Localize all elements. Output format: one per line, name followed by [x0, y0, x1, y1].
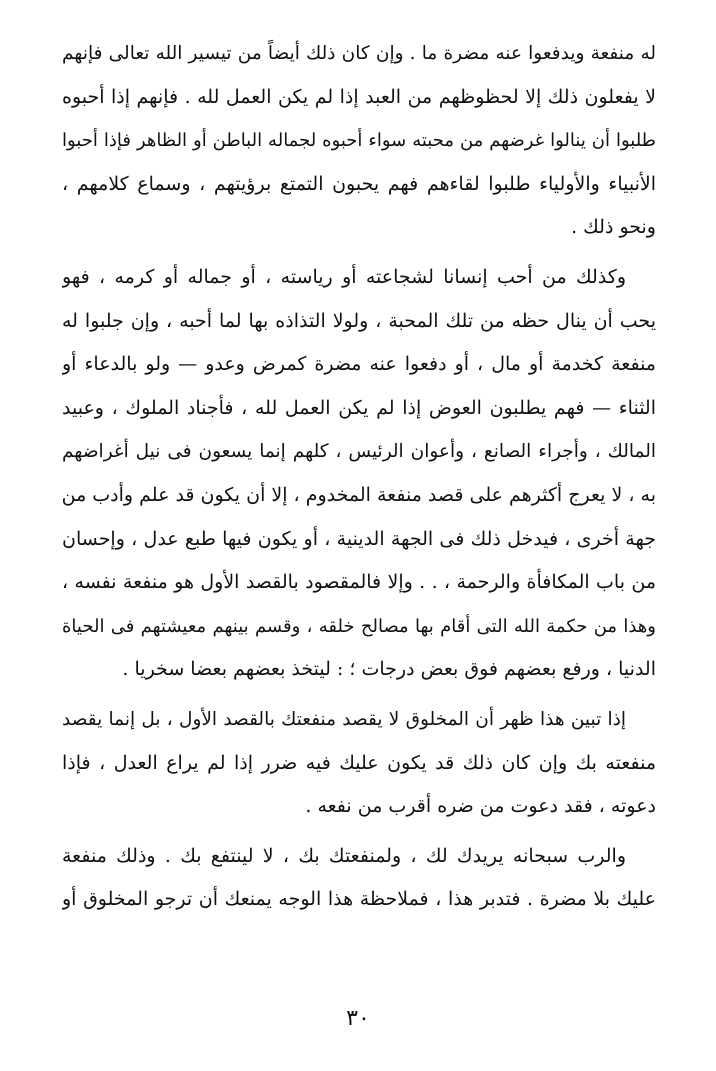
text-line: طلبوا أن ينالوا غرضهم من محبته سواء أحبوه لجماله الباطن أو الظاهر فإذا أحبوا — [62, 130, 656, 152]
paragraph — [62, 32, 656, 250]
text-line: من باب المكافأة والرحمة ، . . وإلا فالمقصود بالقصد الأول هو منفعة نفسه ، — [62, 571, 656, 594]
page-number: ٣٠ — [346, 1006, 370, 1031]
text-line: ونحو ذلك . — [571, 216, 656, 239]
text-line: المالك ، وأجراء الصانع ، وأعوان الرئيس ، كلهم إنما يسعون فى نيل أغراضهم — [62, 441, 656, 463]
text-line: منفعته بك وإن كان ذلك قد يكون عليك فيه ضرر إذا لم يراع العدل ، فإذا — [62, 751, 656, 774]
text-line: له منفعة ويدفعوا عنه مضرة ما . وإن كان ذلك أيضاً من تيسير الله تعالى فإنهم — [62, 43, 656, 64]
text-line: الأنبياء والأولياء طلبوا لقاءهم فهم يحبون التمتع برؤيتهم ، وسماع كلامهم ، — [62, 172, 656, 195]
text-line: جهة أخرى ، فيدخل ذلك فى الجهة الدينية ، أو يكون فيها طبع عدل ، وإحسان — [62, 527, 656, 550]
text-line: لا يفعلون ذلك إلا لحظوظهم من العبد إذا لم يكن العمل لله . فإنهم إذا أحبوه — [62, 85, 656, 108]
paragraph — [62, 698, 656, 829]
text-line: منفعة كخدمة أو مال ، أو دفعوا عنه مضرة كمرض وعدو — ولو بالدعاء أو — [62, 353, 656, 376]
text-line: إذا تبين هذا ظهر أن المخلوق لا يقصد منفعتك بالقصد الأول ، بل إنما يقصد — [62, 708, 626, 730]
text-line: به ، لا يعرج أكثرهم على قصد منفعة المخدوم ، إلا أن يكون قد علم وأدب من — [62, 483, 656, 506]
text-line: والرب سبحانه يريدك لك ، ولمنفعتك بك ، لا لينتفع بك . وذلك منفعة — [62, 844, 626, 867]
text-line: عليك بلا مضرة . فتدبر هذا ، فملاحظة هذا الوجه يمنعك أن ترجو المخلوق أو — [62, 888, 656, 911]
text-line: وكذلك من أحب إنسانا لشجاعته أو رياسته ، أو جماله أو كرمه ، فهو — [62, 265, 626, 288]
text-line: وهذا من حكمة الله التى أقام بها مصالح خلقه ، وقسم بينهم معيشتهم فى الحياة — [62, 615, 656, 637]
text-line: يحب أن ينال حظه من تلك المحبة ، ولولا التذاذه بها لما أحبه ، وإن جلبوا له — [62, 309, 656, 332]
text-line: دعوته ، فقد دعوت من ضره أقرب من نفعه . — [305, 795, 656, 818]
paragraph — [62, 835, 656, 922]
paragraph — [62, 256, 656, 692]
page-body-text — [62, 32, 656, 922]
text-line: الدنيا ، ورفع بعضهم فوق بعض درجات ؛ : ليتخذ بعضهم بعضا سخريا . — [122, 658, 656, 681]
text-line: الثناء — فهم يطلبون العوض إذا لم يكن العمل لله ، فأجناد الملوك ، وعبيد — [62, 396, 656, 419]
